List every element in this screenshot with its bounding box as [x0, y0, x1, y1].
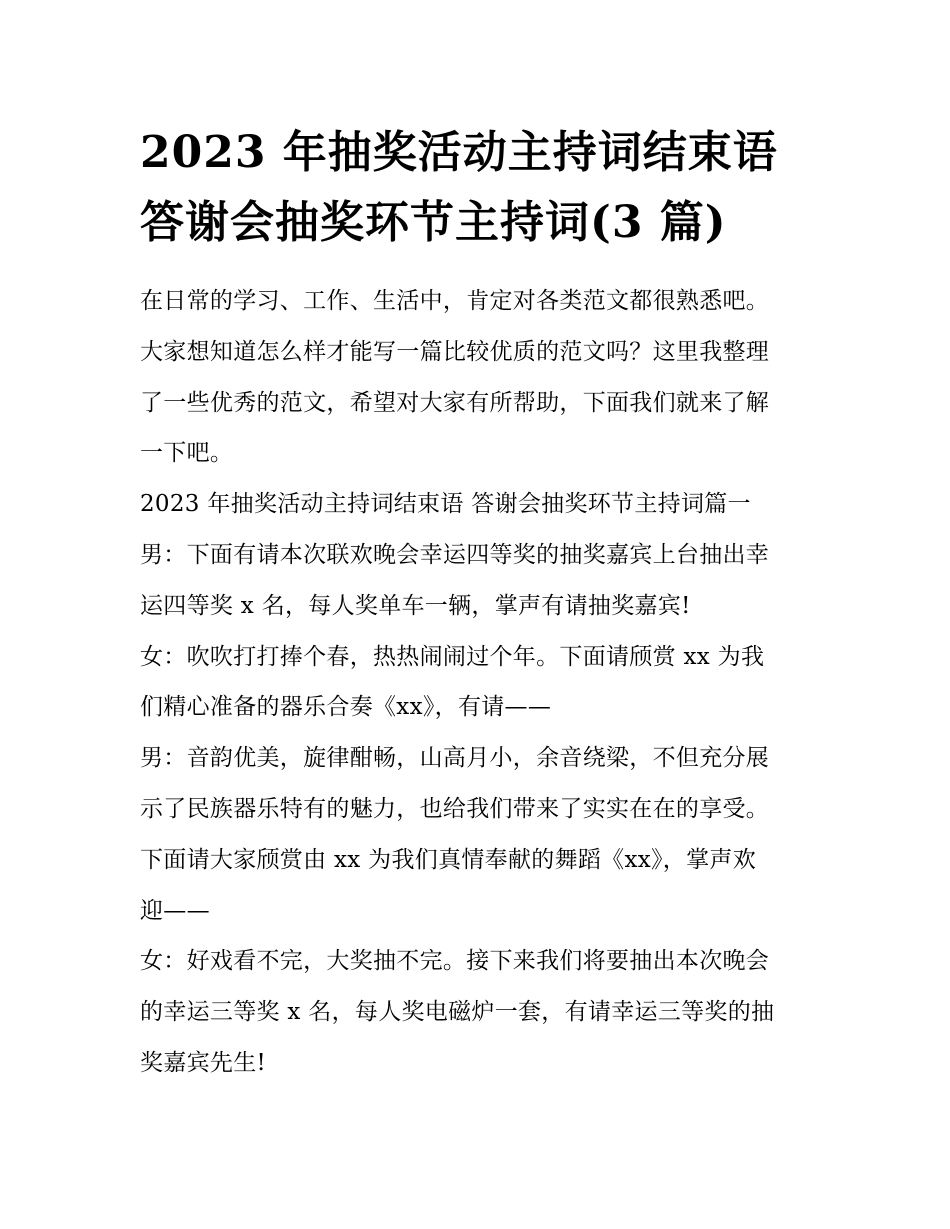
text-line: 女：好戏看不完，大奖抽不完。接下来我们将要抽出本次晚会 — [140, 948, 770, 975]
text-line: 男：下面有请本次联欢晚会幸运四等奖的抽奖嘉宾上台抽出幸 — [140, 541, 770, 568]
section-heading — [140, 479, 820, 530]
document-title — [140, 118, 820, 258]
title-line-1: 2023 年抽奖活动主持词结束语 — [140, 127, 778, 178]
text-line: 奖嘉宾先生! — [140, 1049, 267, 1076]
text-line: 2023 年抽奖活动主持词结束语 答谢会抽奖环节主持词篇一 — [140, 491, 751, 518]
document-body — [140, 276, 820, 1089]
dialogue-paragraph — [140, 936, 820, 1088]
intro-paragraph — [140, 276, 820, 479]
text-line: 了一些优秀的范文，希望对大家有所帮助，下面我们就来了解 — [140, 389, 770, 416]
text-line: 在日常的学习、工作、生活中，肯定对各类范文都很熟悉吧。 — [140, 288, 770, 314]
text-line: 们精心准备的器乐合奏《xx》，有请—— — [140, 694, 552, 721]
dialogue-paragraph — [140, 530, 820, 632]
text-line: 一下吧。 — [140, 440, 234, 467]
text-line: 示了民族器乐特有的魅力，也给我们带来了实实在在的享受。 — [140, 795, 770, 822]
text-line: 大家想知道怎么样才能写一篇比较优质的范文吗？这里我整理 — [140, 338, 770, 365]
text-line: 运四等奖 x 名，每人奖单车一辆，掌声有请抽奖嘉宾! — [140, 592, 691, 619]
text-line: 迎—— — [140, 897, 210, 924]
text-line: 的幸运三等奖 x 名，每人奖电磁炉一套，有请幸运三等奖的抽 — [140, 999, 775, 1026]
text-line: 女：吹吹打打捧个春，热热闹闹过个年。下面请颀赏 xx 为我 — [140, 643, 765, 670]
dialogue-paragraph — [140, 632, 820, 734]
text-line: 下面请大家颀赏由 xx 为我们真情奉献的舞蹈《xx》，掌声欢 — [140, 846, 757, 873]
dialogue-paragraph — [140, 733, 820, 936]
title-line-2: 答谢会抽奖环节主持词(3 篇) — [140, 197, 727, 248]
text-line: 男：音韵优美，旋律酣畅，山高月小，余音绕梁，不但充分展 — [140, 745, 770, 772]
